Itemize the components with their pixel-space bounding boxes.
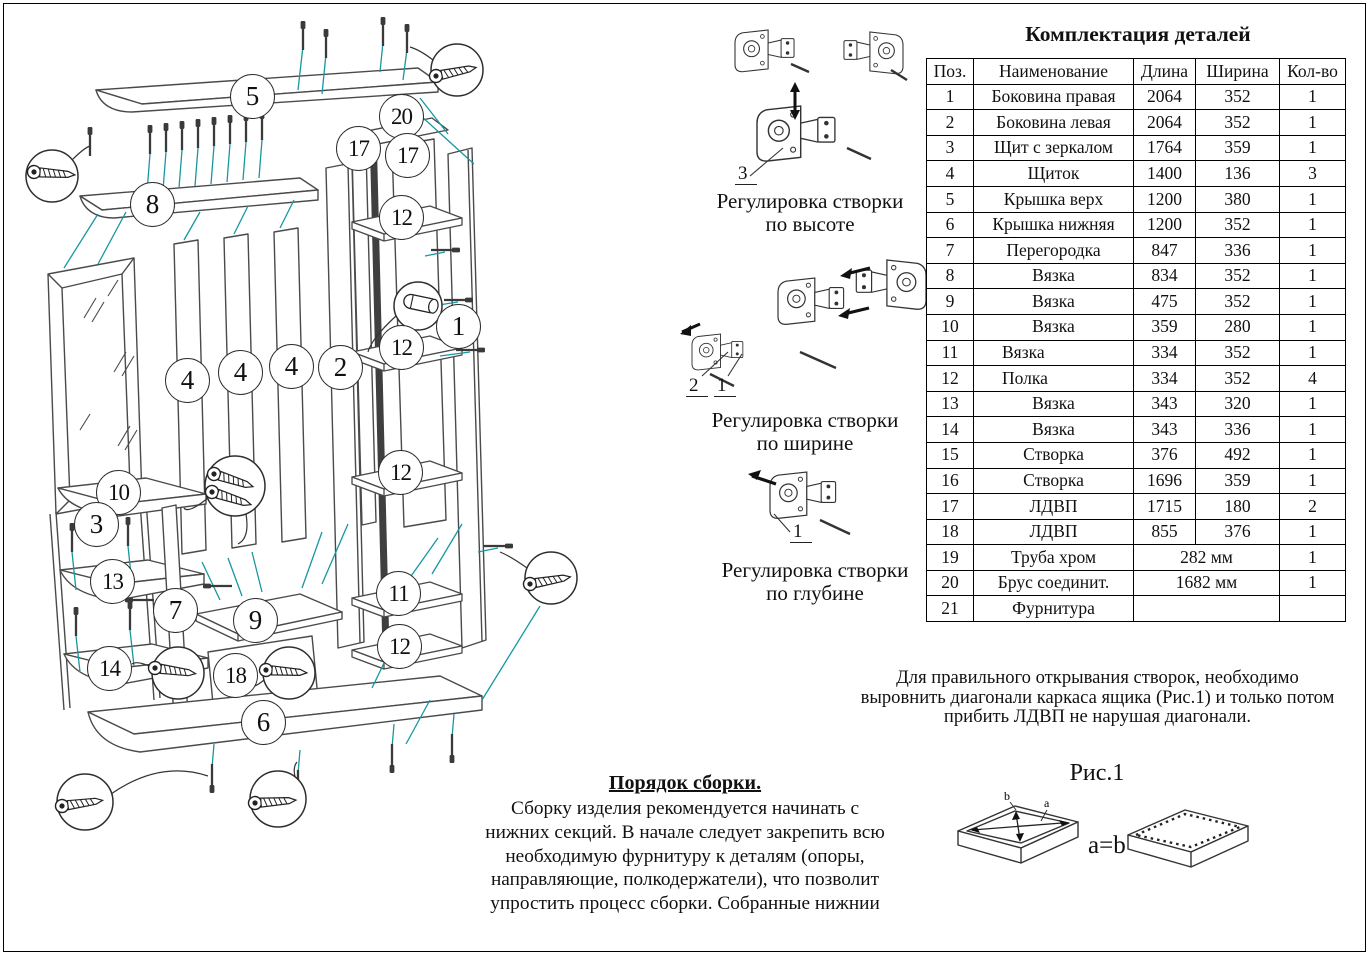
table-row <box>927 442 1346 468</box>
table-cell: 320 <box>1196 391 1280 417</box>
table-cell: 6 <box>927 212 974 238</box>
table-cell: 1 <box>1280 417 1346 443</box>
part-callout-20: 20 <box>379 94 424 139</box>
table-cell: ЛДВП <box>974 494 1134 520</box>
table-cell: 352 <box>1196 366 1280 392</box>
table-row <box>927 519 1346 545</box>
table-row <box>927 570 1346 596</box>
table-cell: Щиток <box>974 161 1134 187</box>
part-callout-12: 12 <box>379 325 424 370</box>
table-cell: 16 <box>927 468 974 494</box>
part-callout-12: 12 <box>377 624 422 669</box>
table-cell: 19 <box>927 545 974 571</box>
table-cell: 376 <box>1196 519 1280 545</box>
adjustment-caption: Регулировка створки по высоте <box>716 189 904 236</box>
table-cell: 380 <box>1196 186 1280 212</box>
table-cell: 10 <box>927 314 974 340</box>
table-cell: 5 <box>927 186 974 212</box>
table-cell: 7 <box>927 238 974 264</box>
table-cell: 359 <box>1196 468 1280 494</box>
table-row <box>927 545 1346 571</box>
table-cell: 352 <box>1196 110 1280 136</box>
table-cell: 376 <box>1134 442 1196 468</box>
table-cell: 336 <box>1196 417 1280 443</box>
column-header: Наименование <box>974 59 1134 85</box>
table-cell: Боковина левая <box>974 110 1134 136</box>
table-row <box>927 494 1346 520</box>
table-row <box>927 417 1346 443</box>
parts-table-title: Комплектация деталей <box>1025 22 1251 46</box>
table-cell: 1 <box>1280 545 1346 571</box>
table-cell: 1 <box>927 84 974 110</box>
hinge-callout-2: 2 <box>686 376 708 397</box>
table-cell: 4 <box>927 161 974 187</box>
table-cell: 847 <box>1134 238 1196 264</box>
column-header: Кол-во <box>1280 59 1346 85</box>
table-row <box>927 263 1346 289</box>
figure-1-illustration <box>930 789 1360 894</box>
table-cell: Створка <box>974 468 1134 494</box>
part-callout-7: 7 <box>153 588 198 633</box>
table-row <box>927 186 1346 212</box>
assembly-instructions <box>440 772 930 916</box>
part-callout-12: 12 <box>379 195 424 240</box>
table-cell: 1 <box>1280 468 1346 494</box>
table-cell: 1 <box>1280 519 1346 545</box>
svg-text:a: a <box>1044 796 1050 810</box>
table-cell: 1 <box>1280 570 1346 596</box>
figure-1-caption: Рис.1 <box>1069 760 1125 786</box>
svg-text:b: b <box>1004 789 1010 803</box>
part-callout-11: 11 <box>376 571 421 616</box>
assembly-line: направляющие, полкодержатели), что позволит <box>490 869 880 891</box>
assembly-line: Сборку изделия рекомендуется начинать с <box>510 798 860 819</box>
table-cell: 1 <box>1280 442 1346 468</box>
column-header: Поз. <box>927 59 974 85</box>
part-callout-17: 17 <box>336 126 381 171</box>
table-cell: 343 <box>1134 391 1196 417</box>
table-cell: Вязка <box>974 417 1134 443</box>
table-cell: 2064 <box>1134 110 1196 136</box>
table-cell: Створка <box>974 442 1134 468</box>
adjustment-caption: Регулировка створки по глубине <box>721 558 909 605</box>
part-callout-3: 3 <box>74 502 119 547</box>
table-cell: Полка <box>974 366 1134 392</box>
table-row <box>927 84 1346 110</box>
table-cell: Боковина правая <box>974 84 1134 110</box>
adjustment-figure-width <box>680 252 930 455</box>
table-cell: 1 <box>1280 212 1346 238</box>
table-row <box>927 314 1346 340</box>
table-cell: Крышка нижняя <box>974 212 1134 238</box>
figure-1-equation: a=b <box>1088 832 1126 859</box>
table-cell: 352 <box>1196 263 1280 289</box>
table-row <box>927 238 1346 264</box>
hinge-depth-illustration <box>700 462 930 557</box>
table-cell: Перегородка <box>974 238 1134 264</box>
hinge-callout-3: 3 <box>735 164 757 185</box>
door-opening-note <box>845 668 1350 727</box>
table-cell: 352 <box>1196 212 1280 238</box>
table-cell: 1 <box>1280 186 1346 212</box>
table-row <box>927 596 1346 622</box>
table-cell: Вязка <box>974 314 1134 340</box>
table-cell: 1 <box>1280 391 1346 417</box>
table-cell: 359 <box>1196 135 1280 161</box>
part-callout-10: 10 <box>96 470 141 515</box>
table-row <box>927 366 1346 392</box>
table-cell: 1 <box>1280 110 1346 136</box>
column-header: Ширина <box>1196 59 1280 85</box>
part-callout-17: 17 <box>385 133 430 178</box>
table-cell: 1 <box>1280 84 1346 110</box>
table-cell: 12 <box>927 366 974 392</box>
table-row <box>927 391 1346 417</box>
table-cell: 334 <box>1134 340 1196 366</box>
adjustment-caption: Регулировка створки по ширине <box>711 408 899 455</box>
table-cell: Фурнитура <box>974 596 1134 622</box>
table-cell: 282 мм <box>1134 545 1280 571</box>
table-cell: 1 <box>1280 263 1346 289</box>
parts-table-header <box>927 59 1346 85</box>
assembly-heading: Порядок сборки. <box>608 772 762 794</box>
table-cell: 352 <box>1196 84 1280 110</box>
table-cell: 136 <box>1196 161 1280 187</box>
note-line: выровнить диагонали каркаса ящика (Рис.1) и только потом <box>860 686 1335 708</box>
table-cell: 1715 <box>1134 494 1196 520</box>
table-row <box>927 135 1346 161</box>
table-cell: 1 <box>1280 340 1346 366</box>
table-cell: 1 <box>1280 289 1346 315</box>
assembly-line: необходимую фурнитуру к деталям (опоры, <box>505 845 865 867</box>
table-cell: 2 <box>1280 494 1346 520</box>
table-cell: 352 <box>1196 289 1280 315</box>
table-cell: 15 <box>927 442 974 468</box>
table-cell: Вязка <box>974 263 1134 289</box>
column-header: Длина <box>1134 59 1196 85</box>
part-callout-2: 2 <box>318 345 363 390</box>
hinge-height-illustration <box>695 28 925 188</box>
table-cell: 336 <box>1196 238 1280 264</box>
table-cell: 1 <box>1280 314 1346 340</box>
adjustment-figure-depth <box>700 462 930 605</box>
parts-table <box>926 58 1346 622</box>
table-cell: 18 <box>927 519 974 545</box>
table-cell: 1200 <box>1134 186 1196 212</box>
table-cell <box>1134 596 1280 622</box>
table-cell: 11 <box>927 340 974 366</box>
part-callout-4: 4 <box>165 358 210 403</box>
table-cell: 17 <box>927 494 974 520</box>
parts-table-section <box>926 22 1350 622</box>
table-cell: 359 <box>1134 314 1196 340</box>
table-cell: 1 <box>1280 135 1346 161</box>
table-row <box>927 110 1346 136</box>
figure-1 <box>930 760 1360 894</box>
table-cell: Вязка <box>974 391 1134 417</box>
table-cell: 180 <box>1196 494 1280 520</box>
table-cell: 855 <box>1134 519 1196 545</box>
part-callout-9: 9 <box>233 598 278 643</box>
part-callout-4: 4 <box>269 344 314 389</box>
part-callout-4: 4 <box>218 350 263 395</box>
assembly-line: нижних секций. В начале следует закрепить всю <box>485 821 885 843</box>
table-cell: 3 <box>927 135 974 161</box>
table-cell: 4 <box>1280 366 1346 392</box>
table-cell: 475 <box>1134 289 1196 315</box>
table-cell: 14 <box>927 417 974 443</box>
table-cell: Брус соединит. <box>974 570 1134 596</box>
table-cell: ЛДВП <box>974 519 1134 545</box>
assembly-line: упростить процесс сборки. Собранные нижнии <box>490 893 880 915</box>
note-line: прибить ЛДВП не нарушая диагонали. <box>943 706 1252 727</box>
part-callout-5: 5 <box>230 74 275 119</box>
table-cell <box>1280 596 1346 622</box>
table-cell: 8 <box>927 263 974 289</box>
table-cell: 3 <box>1280 161 1346 187</box>
table-row <box>927 161 1346 187</box>
part-callout-18: 18 <box>213 653 258 698</box>
table-row <box>927 340 1346 366</box>
table-cell: 9 <box>927 289 974 315</box>
hinge-callout-1: 1 <box>790 522 812 543</box>
table-cell: 2064 <box>1134 84 1196 110</box>
table-row <box>927 212 1346 238</box>
table-cell: 1400 <box>1134 161 1196 187</box>
table-row <box>927 289 1346 315</box>
table-cell: Вязка <box>974 340 1134 366</box>
table-cell: 13 <box>927 391 974 417</box>
table-cell: 20 <box>927 570 974 596</box>
table-cell: 2 <box>927 110 974 136</box>
adjustment-figure-height <box>695 28 925 236</box>
table-cell: 1696 <box>1134 468 1196 494</box>
parts-table-body <box>927 84 1346 621</box>
table-cell: Щит с зеркалом <box>974 135 1134 161</box>
table-cell: 1 <box>1280 238 1346 264</box>
table-cell: 492 <box>1196 442 1280 468</box>
note-line: Для правильного открывания створок, необходимо <box>896 667 1299 688</box>
part-callout-6: 6 <box>241 700 286 745</box>
table-cell: 343 <box>1134 417 1196 443</box>
table-cell: 1682 мм <box>1134 570 1280 596</box>
table-cell: 352 <box>1196 340 1280 366</box>
part-callout-8: 8 <box>130 182 175 227</box>
table-cell: 1764 <box>1134 135 1196 161</box>
table-cell: 1200 <box>1134 212 1196 238</box>
part-callout-1: 1 <box>436 304 481 349</box>
part-callout-13: 13 <box>90 559 135 604</box>
table-cell: 280 <box>1196 314 1280 340</box>
hinge-callout-1: 1 <box>714 376 736 397</box>
table-cell: 21 <box>927 596 974 622</box>
table-cell: 334 <box>1134 366 1196 392</box>
table-cell: Вязка <box>974 289 1134 315</box>
part-callout-12: 12 <box>378 450 423 495</box>
table-cell: Крышка верх <box>974 186 1134 212</box>
table-cell: 834 <box>1134 263 1196 289</box>
table-row <box>927 468 1346 494</box>
part-callout-14: 14 <box>87 646 132 691</box>
table-cell: Труба хром <box>974 545 1134 571</box>
